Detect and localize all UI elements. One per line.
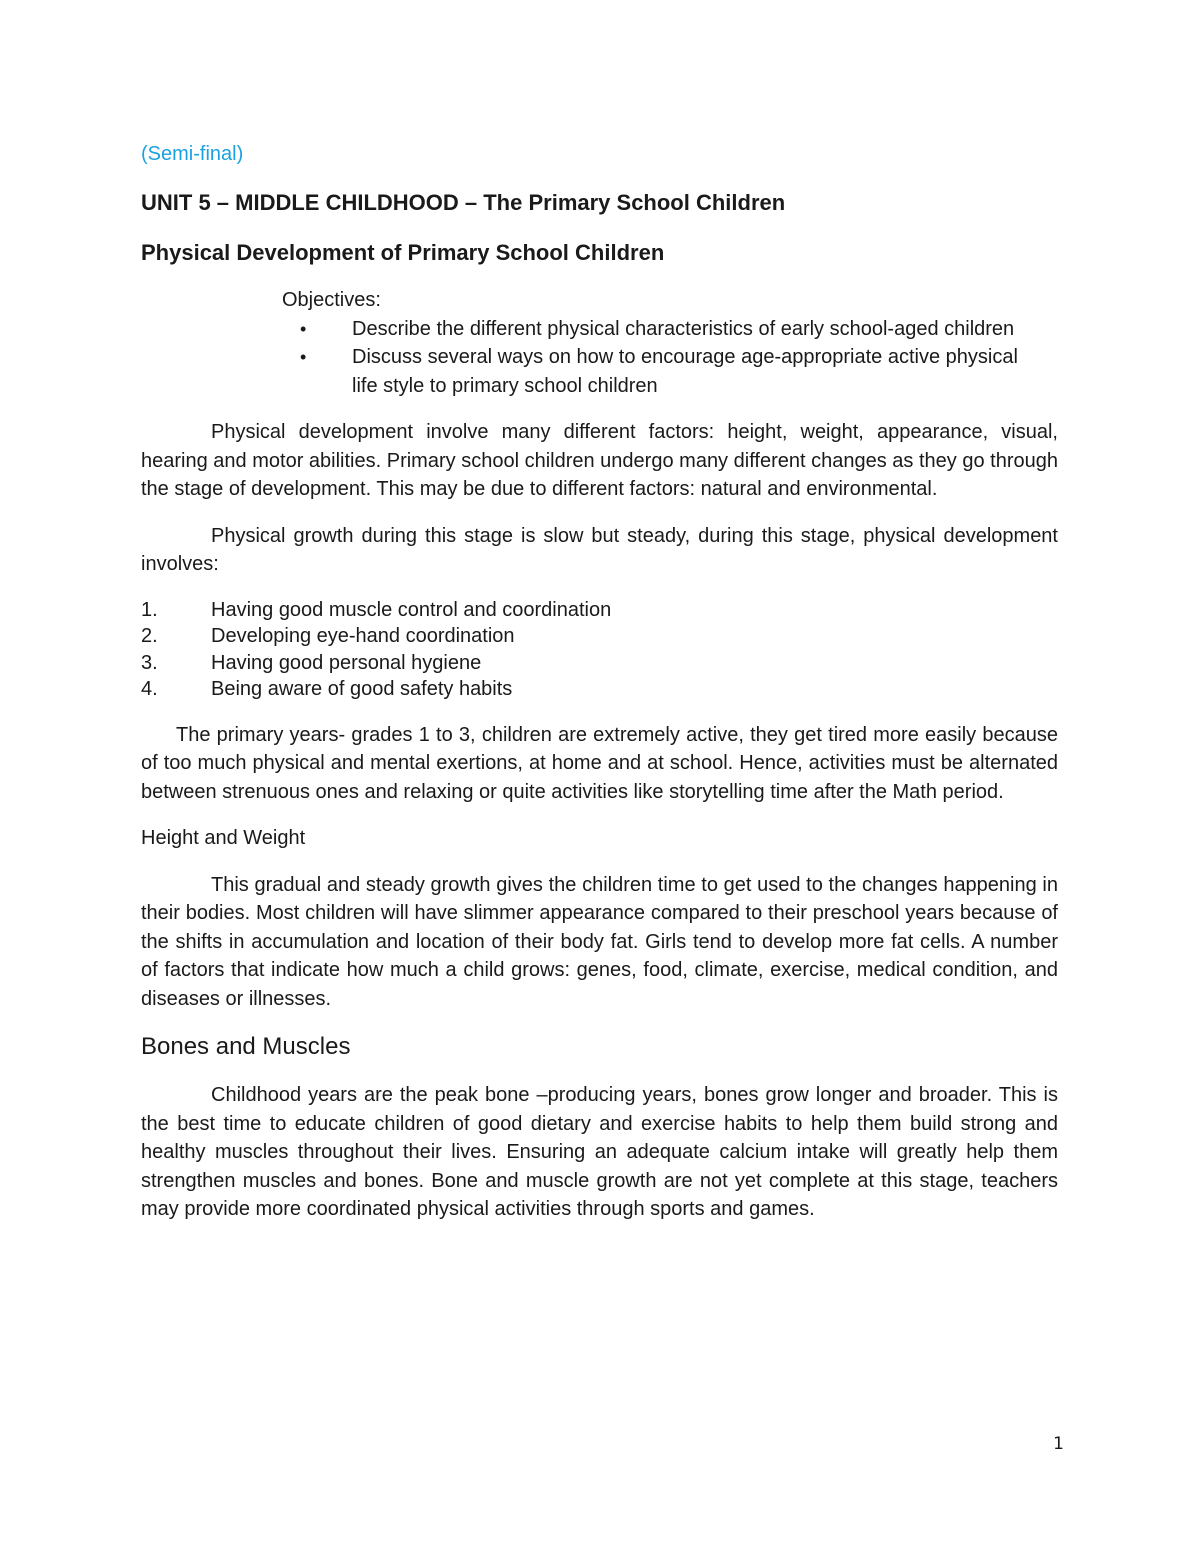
semi-final-label: (Semi-final): [141, 143, 244, 165]
list-number: 4.: [141, 678, 158, 700]
development-list: [141, 597, 1058, 703]
objectives-label: Objectives:: [282, 289, 381, 311]
list-text: Having good muscle control and coordination: [211, 598, 612, 621]
list-number: 3.: [141, 651, 158, 674]
list-item: [141, 650, 1058, 677]
heading-bones-muscles: Bones and Muscles: [141, 1033, 351, 1060]
objective-text: Describe the different physical characteristics of early school-aged children: [352, 317, 1015, 340]
list-text: Developing eye-hand coordination: [211, 625, 515, 647]
list-item: [141, 676, 1058, 703]
list-item: [282, 315, 1058, 344]
objectives-list: [282, 315, 1058, 401]
list-item: [141, 623, 1058, 650]
unit-title: UNIT 5 – MIDDLE CHILDHOOD – The Primary School Children: [141, 190, 786, 215]
bullet-icon: •: [300, 347, 307, 367]
document-content: [141, 140, 1058, 1224]
list-number: 1.: [141, 598, 158, 621]
list-item: [141, 597, 1058, 624]
heading-height-weight: Height and Weight: [141, 827, 306, 849]
page-number: 1: [1053, 1434, 1064, 1454]
bullet-icon: •: [300, 318, 307, 339]
list-number: 2.: [141, 625, 158, 647]
paragraph-primary-years: The primary years- grades 1 to 3, children are extremely active, they get tired more easily because of too much physical and mental exertions, at home and at school. Hence, activities must be alternated between strenuous ones and relaxing or quite activities like storytelling time after the Math period.: [141, 723, 1058, 803]
list-text: Being aware of good safety habits: [211, 678, 513, 700]
paragraph-physical-growth: Physical growth during this stage is slow but steady, during this stage, physical development involves:: [141, 524, 1058, 575]
paragraph-bones-muscles: Childhood years are the peak bone –producing years, bones grow longer and broader. This is the best time to educate children of good dietary and exercise habits to help them build strong and healthy muscles throughout their lives. Ensuring an adequate calcium intake will greatly help them strengthen muscles and bones. Bone and muscle growth are not yet complete at this stage, teachers may provide more coordinated physical activities through sports and games.: [141, 1084, 1058, 1220]
paragraph-physical-development: Physical development involve many different factors: height, weight, appearance, visual, hearing and motor abilities. Primary school children undergo many different changes as they go through the stage of development. This may be due to different factors: natural and environmental.: [141, 421, 1058, 500]
objective-text: Discuss several ways on how to encourage age-appropriate active physical life style to primary school children: [352, 346, 1041, 397]
section-title: Physical Development of Primary School Children: [141, 240, 665, 265]
list-text: Having good personal hygiene: [211, 651, 482, 674]
list-item: [282, 343, 1058, 400]
objectives-block: [282, 286, 1058, 400]
paragraph-height-weight: This gradual and steady growth gives the children time to get used to the changes happening in their bodies. Most children will have slimmer appearance compared to their preschool years because of the shifts in accumulation and location of their body fat. Girls tend to develop more fat cells. A number of factors that indicate how much a child grows: genes, food, climate, exercise, medical condition, and diseases or illnesses.: [141, 873, 1058, 1010]
